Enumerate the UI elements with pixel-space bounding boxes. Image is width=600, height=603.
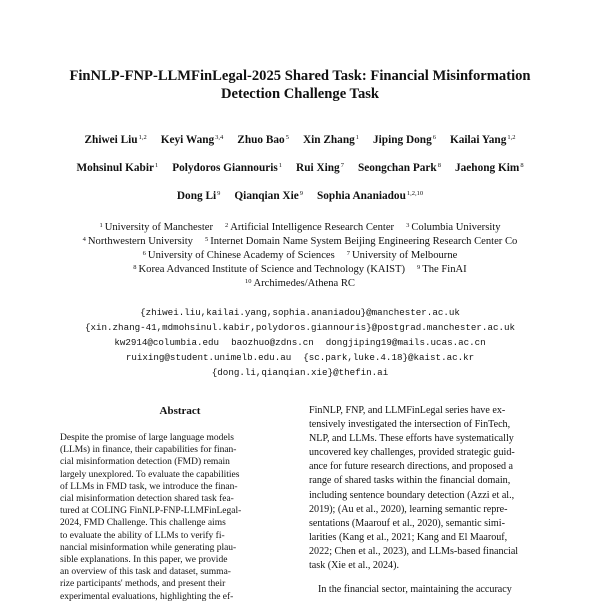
author-affil-marker: 1,2 <box>507 134 516 141</box>
text-line: Despite the promise of large language models <box>60 433 234 443</box>
text-line: tured at COLING FinNLP-FNP-LLMFinLegal- <box>60 506 242 517</box>
author-affil-marker: 3,4 <box>215 134 224 141</box>
email-address: ruixing@student.unimelb.edu.au <box>125 352 292 363</box>
text-line: FinNLP, FNP, and LLMFinLegal series have ex- <box>309 405 506 416</box>
text-line: In the financial sector, maintaining the accuracy <box>318 584 512 596</box>
affiliation-number: 10 <box>245 278 252 285</box>
text-line: 2019); (Au et al., 2020), learning semantic repre- <box>309 503 508 515</box>
intro-text <box>309 404 537 597</box>
author-name: Mohsinul Kabir$^1$ <box>76 162 159 174</box>
affiliation-number: 1 <box>99 222 103 229</box>
text-line: largely unexplored. To evaluate the capabilities <box>60 469 240 480</box>
affiliation-number: 7 <box>346 250 350 257</box>
email-address: baozhuo@zdns.cn <box>231 337 314 348</box>
author-affil-marker: 1 <box>278 162 283 169</box>
affiliation-number: 8 <box>133 264 137 271</box>
affiliation: $^9$ The FinAI <box>417 264 467 275</box>
author-name: Qianqian Xie$^9$ <box>234 190 303 202</box>
author-affil-marker: 8 <box>437 162 441 169</box>
affiliation: $^2$ Artificial Intelligence Research Center <box>225 222 395 233</box>
affiliation-number: 6 <box>142 250 146 257</box>
affiliation-number: 9 <box>417 264 421 271</box>
author-affil-marker: 1 <box>154 162 159 169</box>
affiliation-line <box>20 233 580 248</box>
paper-title-line-2: Detection Challenge Task <box>220 86 380 102</box>
email-line <box>20 350 580 365</box>
affiliation: $^4$ Northwestern University <box>82 236 193 247</box>
paper-title-line-1: FinNLP-FNP-LLMFinLegal-2025 Shared Task: Financial Misinformation <box>69 68 531 84</box>
text-line: NLP, and LLMs. These efforts have systematically <box>309 433 514 445</box>
intro-paragraph-1 <box>309 404 537 573</box>
author-affil-marker: 1,2 <box>138 134 147 141</box>
author-name: Polydoros Giannouris$^1$ <box>172 162 283 174</box>
author-name: Rui Xing$^7$ <box>296 162 344 174</box>
email-address: {zhiwei.liu,kailai.yang,sophia.ananiadou}@manchester.ac.uk <box>140 307 460 318</box>
author-name: Seongchan Park$^8$ <box>357 162 441 174</box>
text-line: cial misinformation detection shared task fea- <box>60 494 234 505</box>
text-line: sible explanations. In this paper, we provide <box>60 555 228 566</box>
affiliation: $^8$ Korea Advanced Institute of Science and Technology (KAIST) <box>133 264 406 275</box>
text-line: including sentence boundary detection (Azzi et al., <box>309 489 515 501</box>
email-address: {dong.li,qianqian.xie}@thefin.ai <box>211 367 389 378</box>
text-line: an overview of this task and dataset, summa- <box>60 567 231 578</box>
author-row-2 <box>20 159 580 175</box>
affiliation: $^3$ Columbia University <box>406 222 501 233</box>
text-line: task (Xie et al., 2024). <box>309 560 399 572</box>
email-address: {xin.zhang-41,mdmohsinul.kabir,polydoros.giannouris}@postgrad.manchester.ac.uk <box>84 322 516 333</box>
affiliation: $^{10}$ Archimedes/Athena RC <box>245 278 355 289</box>
email-line <box>20 305 580 320</box>
affiliation-number: 3 <box>406 222 410 229</box>
text-line: range of shared tasks within the financial domain, <box>309 475 511 487</box>
author-name: Dong Li$^9$ <box>176 190 221 202</box>
author-name: Zhiwei Liu$^{1,2}$ <box>84 134 147 146</box>
email-line <box>20 320 580 335</box>
author-name: Kailai Yang$^{1,2}$ <box>449 134 516 146</box>
text-line: experimental evaluations, highlighting the ef- <box>60 591 234 602</box>
author-name: Xin Zhang$^1$ <box>302 134 360 146</box>
author-affil-marker: 7 <box>340 162 344 169</box>
text-line: of LLMs in FMD task, we introduce the finan- <box>60 481 238 492</box>
affiliation: $^1$ University of Manchester <box>99 222 213 233</box>
affiliation-number: 4 <box>82 236 86 243</box>
text-line: cial misinformation detection (FMD) remain <box>60 457 230 468</box>
text-line: nancial misinformation while generating plau- <box>60 542 237 553</box>
text-line: to evaluate the ability of LLMs to verify fi- <box>60 530 225 541</box>
text-line: rize participants' methods, and present their <box>60 579 226 590</box>
email-line <box>20 365 580 380</box>
text-line: tensively investigated the intersection of FinTech, <box>309 419 511 431</box>
affiliation: $^7$ University of Melbourne <box>346 250 458 261</box>
intro-paragraph-2 <box>309 583 537 597</box>
text-line: larities (Kang et al., 2021; Kang and El Maarouf, <box>309 531 508 543</box>
text-line: ance for future research directions, and proposed a <box>309 461 514 473</box>
text-line: (LLMs) in finance, their capabilities for finan- <box>60 445 237 456</box>
author-affil-marker: 6 <box>432 134 436 141</box>
author-affil-marker: 8 <box>520 162 524 169</box>
author-name: Sophia Ananiadou$^{1,2,10}$ <box>317 190 424 202</box>
author-name: Jiping Dong$^6$ <box>373 134 436 146</box>
author-row-3 <box>20 187 580 203</box>
abstract-heading: Abstract <box>159 405 201 417</box>
affiliation-line <box>20 261 580 276</box>
author-affil-marker: 1 <box>355 134 360 141</box>
author-name: Keyi Wang$^{3,4}$ <box>160 134 224 146</box>
text-line: uncovered key challenges, provided strategic guid- <box>309 447 515 459</box>
affiliation: $^5$ Internet Domain Name System Beijing Engineering Research Center Co <box>204 236 518 247</box>
author-row-1 <box>20 131 580 147</box>
abstract-text <box>60 432 275 603</box>
affiliation-line <box>20 219 580 234</box>
author-affil-marker: 1,2,10 <box>406 190 424 197</box>
text-line: 2022; Chen et al., 2023), and LLMs-based financial <box>309 545 519 557</box>
author-affil-marker: 5 <box>285 134 289 141</box>
text-line: 2024, FMD Challenge. This challenge aims <box>60 518 226 529</box>
author-affil-marker: 9 <box>299 190 303 197</box>
affiliation-number: 2 <box>225 222 229 229</box>
author-name: Zhuo Bao$^5$ <box>237 134 289 146</box>
author-name: Jaehong Kim$^8$ <box>454 162 524 174</box>
author-affil-marker: 9 <box>217 190 221 197</box>
text-line: sentations (Maarouf et al., 2020), semantic simi- <box>309 517 505 529</box>
affiliation: $^6$ University of Chinese Academy of Sciences <box>142 250 335 261</box>
email-address: {sc.park,luke.4.18}@kaist.ac.kr <box>303 352 475 363</box>
email-address: dongjiping19@mails.ucas.ac.cn <box>325 337 486 348</box>
affiliation-line <box>20 275 580 290</box>
affiliation-number: 5 <box>204 236 209 243</box>
email-line <box>20 335 580 350</box>
email-address: kw2914@columbia.edu <box>114 337 220 348</box>
affiliation-line <box>20 247 580 262</box>
